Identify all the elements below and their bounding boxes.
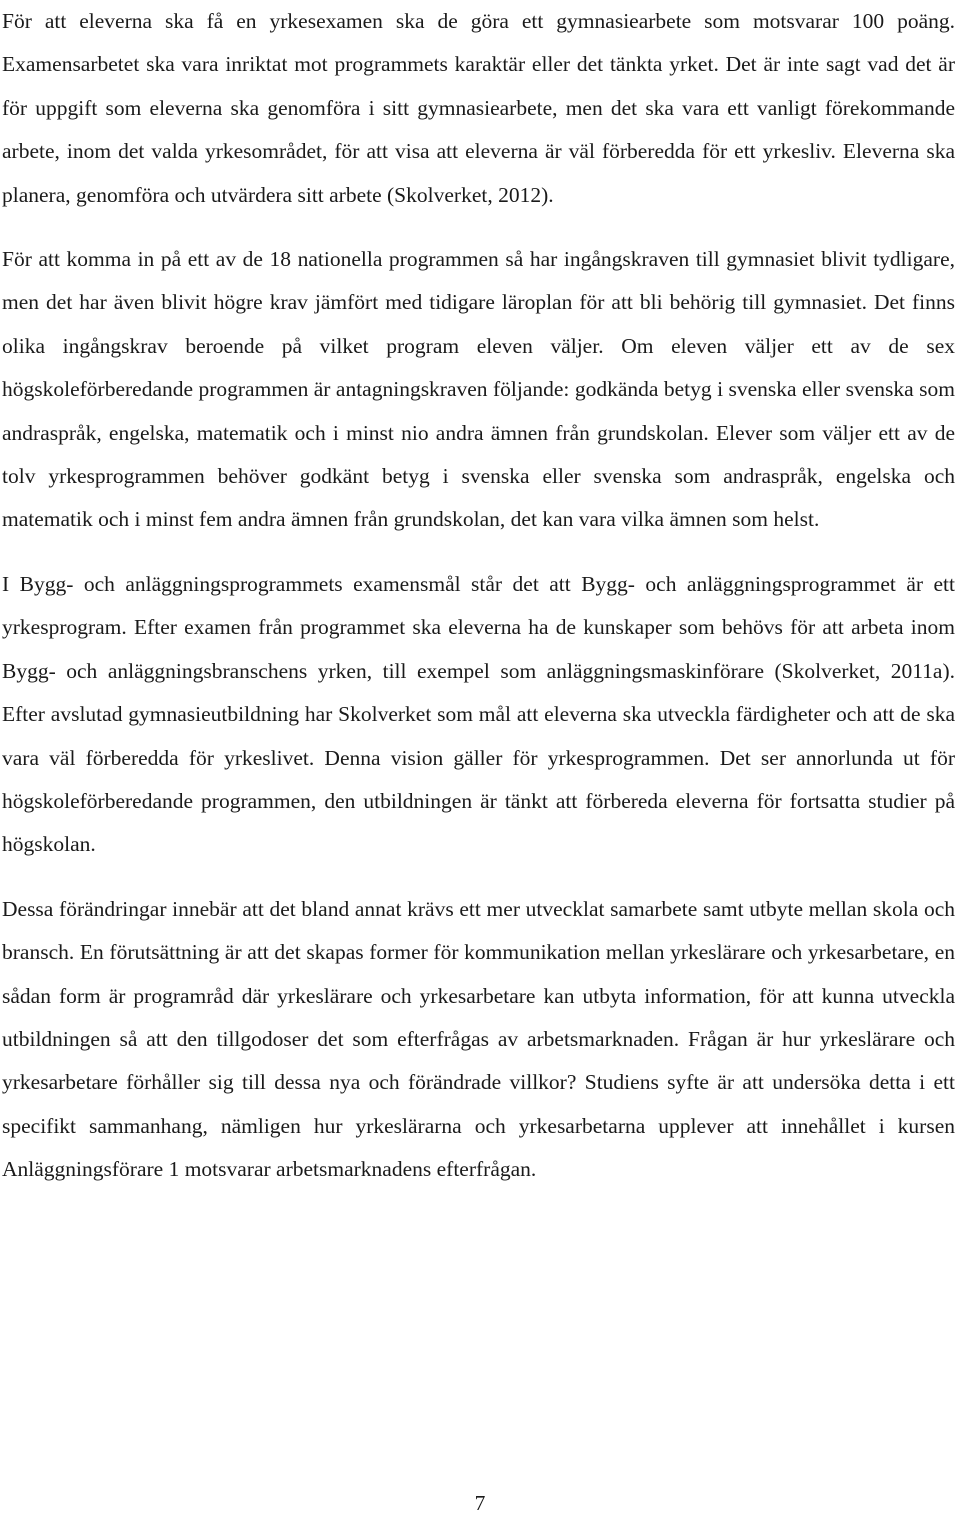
page-number: 7	[474, 1491, 486, 1515]
paragraph-ingangskrav: För att komma in på ett av de 18 nationella programmen så har ingångskraven till gymnasiet blivit tydligare, men det har även blivit högre krav jämfört med tidigare läroplan för att bli behörig till gymnasiet. Det finns olika ingångskrav beroende på vilket program eleven väljer. Om eleven väljer ett av de sex högskoleförberedande programmen är antagningskraven följande: godkända betyg i svenska eller svenska som andraspråk, engelska, matematik och i minst nio andra ämnen från grundskolan. Elever som väljer ett av de tolv yrkesprogrammen behöver godkänt betyg i svenska eller svenska som andraspråk, engelska och matematik och i minst fem andra ämnen från grundskolan, det kan vara vilka ämnen som helst.	[2, 247, 955, 532]
paragraph-studiens-syfte: Dessa förändringar innebär att det bland annat krävs ett mer utvecklat samarbete samt utbyte mellan skola och bransch. En förutsättning är att det skapas former för kommunikation mellan yrkeslärare och yrkesarbetare, en sådan form är programråd där yrkeslärare och yrkesarbetare kan utbyta information, för att kunna utveckla utbildningen så att den tillgodoser det som efterfrågas av arbetsmarknaden. Frågan är hur yrkeslärare och yrkesarbetare förhåller sig till dessa nya och förändrade villkor? Studiens syfte är att undersöka detta i ett specifikt sammanhang, nämligen hur yrkeslärarna och yrkesarbetarna upplever att innehållet i kursen Anläggningsförare 1 motsvarar arbetsmarknadens efterfrågan.	[2, 896, 955, 1182]
body-text	[2, 0, 955, 1192]
paragraph-gymnasiearbete: För att eleverna ska få en yrkesexamen ska de göra ett gymnasiearbete som motsvarar 100 poäng. Examensarbetet ska vara inriktat mot programmets karaktär eller det tänkta yrket. Det är inte sagt vad det är för uppgift som eleverna ska genomföra i sitt gymnasiearbete, men det ska vara ett vanligt förekommande arbete, inom det valda yrkesområdet, för att visa att eleverna är väl förberedda för ett yrkesliv. Eleverna ska planera, genomföra och utvärdera sitt arbete (Skolverket, 2012).	[2, 9, 955, 207]
paragraph-examensmal: I Bygg- och anläggningsprogrammets examensmål står det att Bygg- och anläggningsprogrammet är ett yrkesprogram. Efter examen från programmet ska eleverna ha de kunskaper som behövs för att arbeta inom Bygg- och anläggningsbranschens yrken, till exempel som anläggningsmaskinförare (Skolverket, 2011a). Efter avslutad gymnasieutbildning har Skolverket som mål att eleverna ska utveckla färdigheter och att de ska vara väl förberedda för yrkeslivet. Denna vision gäller för yrkesprogrammen. Det ser annorlunda ut för högskoleförberedande programmen, den utbildningen är tänkt att förbereda eleverna för fortsatta studier på högskolan.	[2, 571, 955, 857]
